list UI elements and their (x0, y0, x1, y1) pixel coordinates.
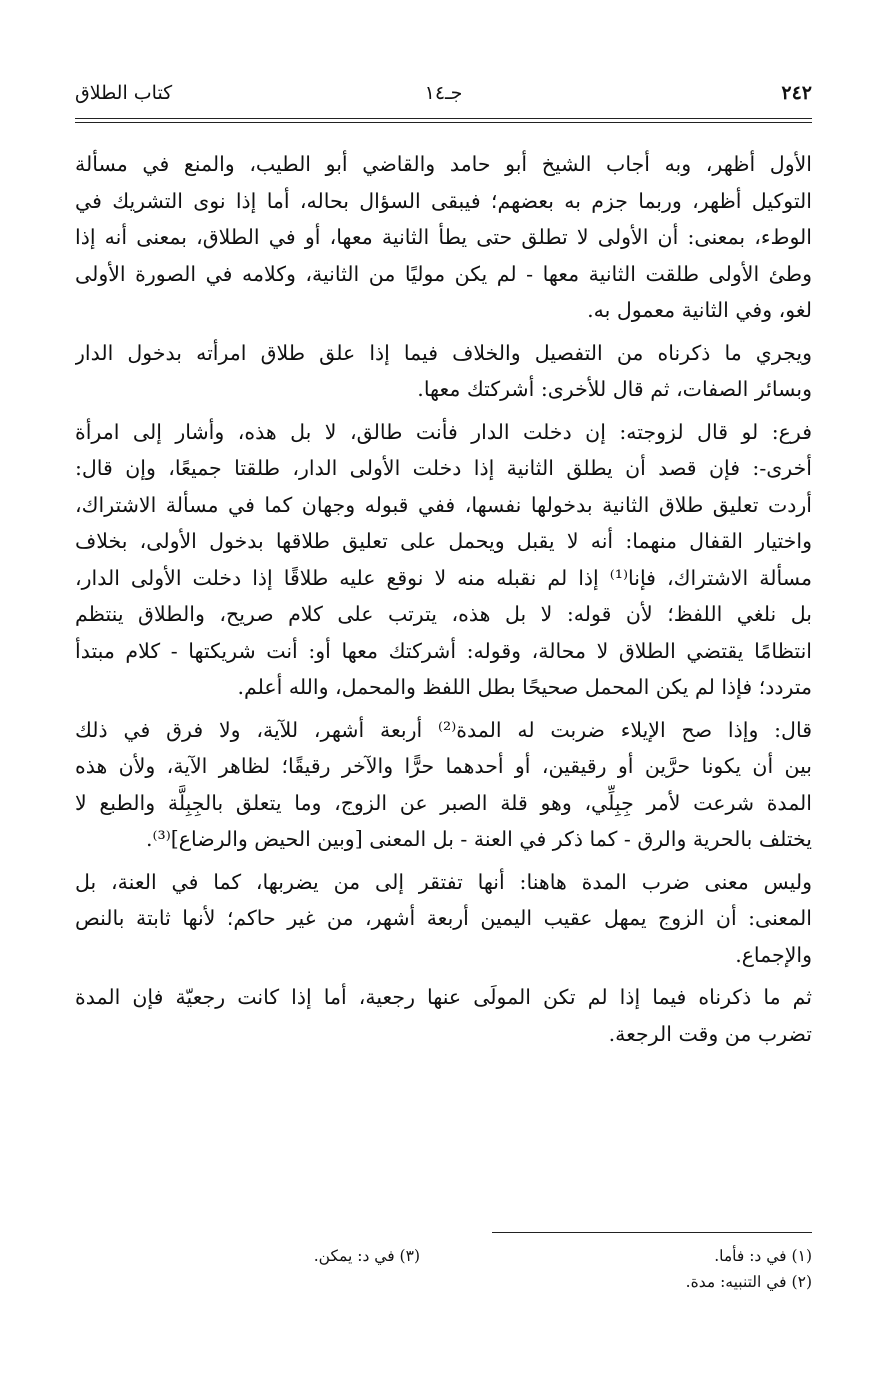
text-line: يختلف بالحرية والرق - كما ذكر في العنة - بل المعنى [وبين الحيض والرضاع]⁽³⁾. (145, 827, 812, 851)
paragraph (75, 414, 812, 706)
text-line: أخرى-: فإن قصد أن يطلق الثانية إذا دخلت الأولى الدار، طلقتا جميعًا، وإن قال: (75, 456, 812, 480)
footnote-marker: (١) (791, 1247, 812, 1265)
footnote-2 (686, 1270, 812, 1295)
text-line: متردد؛ فإذا لم يكن المحمل صحيحًا بطل اللفظ والمحمل، والله أعلم. (237, 675, 812, 699)
page-number: ٢٤٢ (781, 82, 812, 104)
text-line: التوكيل أظهر، وربما جزم به بعضهم؛ فيبقى السؤال بحاله، أما إذا نوى التشريك في (75, 188, 812, 213)
volume-label: جـ١٤ (424, 82, 463, 104)
text-line: وليس معنى ضرب المدة هاهنا: أنها تفتقر إلى من يضربها، كما في العنة، بل (75, 869, 812, 894)
text-line: المدة شرعت لأمر جِبِلِّي، وهو قلة الصبر عن الزوج، وما يتعلق بالجِبِلَّة والطبع لا (75, 790, 812, 815)
text-line: واختيار القفال منهما: أنه لا يقبل ويحمل على تعليق طلاقها بدخول الأولى، بخلاف (75, 529, 812, 553)
text-line: الوطء، بمعنى: أن الأولى لا تطلق حتى يطأ الثانية معها، أو في الطلاق، بمعنى أنه إذا (75, 225, 812, 249)
running-header (75, 82, 812, 116)
header-rule-top (75, 118, 812, 119)
text-line: المعنى: أن الزوج يمهل عقيب اليمين أربعة أشهر، من غير حاكم؛ لأنها ثابتة بالنص (75, 906, 812, 930)
text-line: مسألة الاشتراك، فإنا⁽¹⁾ إذا لم نقبله منه لا نوقع عليه طلاقًا إذا دخلت الأولى الدار، (75, 565, 812, 590)
main-text (75, 146, 812, 1058)
text-line: بين أن يكونا حرَّين أو رقيقين، أو أحدهما حرًّا والآخر رقيقًا؛ لظاهر الآية، ولأن هذه (75, 754, 812, 778)
paragraph (75, 864, 812, 974)
text-line: فرع: لو قال لزوجته: إن دخلت الدار فأنت طالق، لا بل هذه، وأشار إلى امرأة (75, 419, 812, 444)
text-line: وطئ الأولى طلقت الثانية معها - لم يكن موليًا من الثانية، وكلامه في الصورة الأولى (75, 261, 812, 286)
paragraph (75, 979, 812, 1052)
text-line: لغو، وفي الثانية معمول به. (587, 298, 812, 322)
footnote-marker: (٢) (791, 1273, 812, 1291)
text-line: الأول أظهر، وبه أجاب الشيخ أبو حامد والقاضي أبو الطيب، والمنع في مسألة (75, 152, 812, 176)
text-line: ثم ما ذكرناه فيما إذا لم تكن المولَى عنها رجعية، أما إذا كانت رجعيّة فإن المدة (75, 985, 812, 1009)
footnote-text: في د: فأما. (714, 1247, 787, 1265)
paragraph (75, 146, 812, 329)
footnote-marker: (٣) (399, 1247, 420, 1265)
text-line: قال: وإذا صح الإيلاء ضربت له المدة⁽²⁾ أربعة أشهر، للآية، ولا فرق في ذلك (75, 717, 812, 742)
text-line: ويجري ما ذكرناه من التفصيل والخلاف فيما إذا علق طلاق امرأته بدخول الدار (75, 340, 812, 365)
text-line: أردت تعليق طلاق الثانية بدخولها نفسها، ففي قبوله وجهان كما في مسألة الاشتراك، (75, 492, 812, 517)
text-line: وبسائر الصفات، ثم قال للأخرى: أشركتك معها. (417, 377, 812, 401)
paragraph (75, 712, 812, 858)
footnote-1 (714, 1244, 812, 1269)
text-line: بل نلغي اللفظ؛ لأن قوله: لا بل هذه، يترتب على كلام صريح، والطلاق ينتظم (75, 602, 812, 626)
paragraph (75, 335, 812, 408)
footnote-text: في د: يمكن. (313, 1247, 395, 1265)
text-line: تضرب من وقت الرجعة. (608, 1021, 812, 1046)
footnote-3 (314, 1244, 420, 1269)
footnote-separator (492, 1232, 812, 1233)
book-title: كتاب الطلاق (75, 82, 173, 104)
text-line: والإجماع. (735, 942, 812, 967)
text-line: انتظامًا يقتضي الطلاق لا محالة، وقوله: أشركتك معها أو: أنت شريكتها - كلام مبتدأ (75, 638, 812, 663)
footnote-text: في التنبيه: مدة. (685, 1273, 787, 1291)
header-rule-bottom (75, 122, 812, 123)
